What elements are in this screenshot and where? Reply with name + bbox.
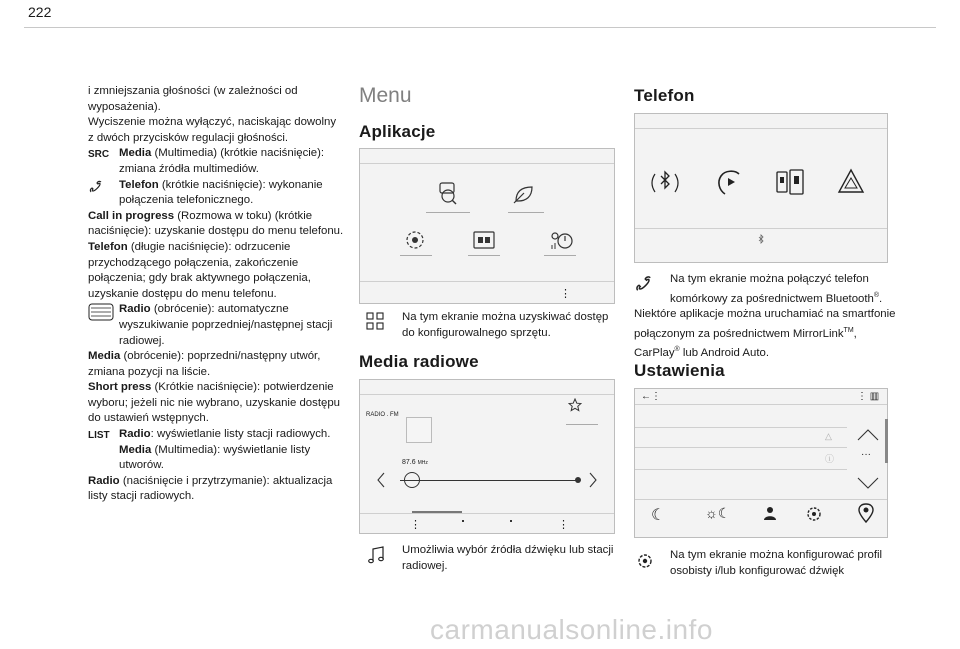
- menu-heading: Menu: [359, 84, 412, 107]
- short-term: Short press: [88, 381, 152, 394]
- telefon-screen: [634, 113, 888, 263]
- more-icon[interactable]: ⋮: [410, 519, 421, 531]
- aplikacje-screen: [359, 148, 615, 304]
- screen-bottom-divider: [635, 499, 887, 500]
- radio3-desc: (naciśnięcie i przytrzymanie): aktualizacja listy stacji radiowych.: [88, 474, 333, 503]
- wheel-icon: [88, 303, 114, 321]
- prev-station-icon[interactable]: [376, 472, 386, 488]
- src-media-item: [88, 146, 344, 177]
- screen-top-bar: [360, 163, 614, 164]
- row-divider: [635, 469, 847, 470]
- telefon-body-text: [634, 307, 896, 361]
- media3-desc: (Multimedia): wyświetlanie listy utworów.: [119, 443, 311, 472]
- telefon-body-part2: , CarPlay: [634, 327, 857, 359]
- telefon2-term: Telefon: [88, 240, 128, 253]
- screen-top-bar: [635, 404, 887, 405]
- divider: [544, 255, 576, 256]
- telefon-desc: (krótkie naciśnięcie): wykonanie połączenia telefonicznego.: [119, 178, 323, 207]
- media-note: [366, 543, 618, 574]
- connected-apps-icon[interactable]: [434, 179, 462, 207]
- phone-icon: [88, 179, 114, 195]
- call-term: Call in progress: [88, 209, 175, 222]
- media-rotate-item: [88, 349, 344, 380]
- back-icon[interactable]: ←⋮: [641, 391, 661, 402]
- short-desc: (Krótkie naciśnięcie): potwierdzenie wyboru; jeżeli nic nie wybrano, uzyskanie dostępu do ustawień wstępnych.: [88, 381, 340, 425]
- radio3-term: Radio: [88, 474, 120, 487]
- radio-source-label: RADIO . FM: [366, 412, 399, 418]
- telefon-note: [634, 272, 896, 361]
- ustawienia-note-text: Na tym ekranie można konfigurować profil osobisty i/lub konfigurować dźwięk: [670, 549, 883, 577]
- scroll-down-icon[interactable]: [857, 477, 879, 489]
- intro-line-2: Wyciszenie można wyłączyć, naciskając dowolny z dwóch przycisków regulacji głośności.: [88, 116, 337, 144]
- list-item: [88, 427, 344, 474]
- media-radiowe-heading: Media radiowe: [359, 352, 479, 371]
- frequency-readout: [402, 459, 428, 466]
- screen-bottom-divider: [635, 228, 887, 229]
- radio2-desc: : wyświetlanie listy stacji radiowych.: [150, 428, 331, 441]
- tab-dot[interactable]: [510, 520, 512, 522]
- screen-bottom-bar: [360, 281, 614, 282]
- more-icon[interactable]: ⋮: [558, 519, 569, 531]
- phone-item: [88, 178, 344, 209]
- row-divider: [635, 427, 847, 428]
- night-mode-icon[interactable]: ☾: [651, 507, 666, 524]
- tab-dot[interactable]: [462, 520, 464, 522]
- watermark: carmanualsonline.info: [430, 614, 713, 645]
- gear-icon: [634, 550, 656, 572]
- frequency-value: 87.6: [402, 459, 416, 466]
- radio-screen: [359, 379, 615, 534]
- warning-icon: △: [825, 431, 832, 441]
- sound-settings-icon[interactable]: [803, 503, 823, 523]
- more-icon[interactable]: ⋮: [560, 288, 571, 300]
- slider-end-dot: [575, 477, 581, 483]
- settings-clock-icon[interactable]: [402, 227, 428, 253]
- media3-term: Media: [119, 443, 152, 456]
- bluetooth-small-icon: [757, 234, 765, 244]
- music-note-icon: [366, 545, 388, 567]
- telefon-body-part1: Niektóre aplikacje można uruchamiać na smartfonie połączonym za pośrednictwem MirrorLink: [634, 307, 896, 340]
- day-night-icon[interactable]: ☼☾: [705, 505, 731, 521]
- divider: [468, 255, 500, 256]
- android-auto-icon[interactable]: [835, 166, 867, 198]
- tuning-slider-handle[interactable]: [404, 472, 420, 488]
- telefon-body-part3: lub Android Auto.: [679, 346, 769, 359]
- intro-line-1: i zmniejszania głośności (w zależności od wyposażenia).: [88, 85, 298, 113]
- scrollbar[interactable]: [885, 419, 888, 463]
- screen-bottom-bar: [360, 513, 614, 514]
- trademark-mark: TM: [843, 326, 854, 334]
- timer-icon[interactable]: [548, 227, 576, 253]
- telefon2-desc: (długie naciśnięcie): odrzucenie przychodzącego połączenia, zakończenie połączenia; gdy brak aktywnego połączenia, uzyskanie dostępu do menu telefonu.: [88, 240, 311, 300]
- driving-aids-icon[interactable]: [472, 229, 496, 251]
- radio-desc: (obrócenie): automatyczne wyszukiwanie poprzedniej/następnej stacji radiowej.: [119, 303, 333, 347]
- phone-icon: [634, 274, 656, 296]
- location-settings-icon[interactable]: [857, 503, 875, 523]
- page-number: 222: [28, 4, 52, 20]
- registered-mark: ®: [873, 291, 880, 299]
- media2-term: Media: [88, 350, 121, 363]
- radio2-term: Radio: [119, 428, 151, 441]
- call-in-progress-item: [88, 209, 344, 240]
- favorite-star-icon[interactable]: [568, 398, 582, 412]
- delete-icon[interactable]: ⋮ ▥: [857, 391, 880, 402]
- tuning-slider[interactable]: [400, 480, 578, 481]
- bluetooth-icon[interactable]: [649, 166, 681, 198]
- divider: [400, 255, 432, 256]
- top-divider: [24, 27, 936, 28]
- registered-mark: ®: [674, 345, 680, 353]
- radio-term: Radio: [119, 303, 151, 316]
- telefon-note-part1: Na tym ekranie można połączyć telefon komórkowy za pośrednictwem Bluetooth: [670, 273, 874, 305]
- row-divider: [635, 447, 847, 448]
- profile-icon[interactable]: [761, 505, 777, 521]
- telefon-long-item: [88, 240, 344, 302]
- telefon-note-text: [634, 272, 896, 307]
- aplikacje-heading: Aplikacje: [359, 122, 436, 141]
- mirrorlink-icon[interactable]: [775, 168, 805, 196]
- screen-top-bar: [635, 128, 887, 129]
- list-label: LIST: [88, 430, 110, 442]
- screen-top-bar: [360, 394, 614, 395]
- frequency-unit: MHz: [417, 460, 428, 466]
- apps-grid-icon: [366, 312, 388, 334]
- aplikacje-note-text: Na tym ekranie można uzyskiwać dostęp do konfigurowalnego sprzętu.: [402, 311, 609, 339]
- media-note-text: Umożliwia wybór źródła dźwięku lub stacji radiowej.: [402, 544, 614, 572]
- divider: [566, 424, 598, 425]
- media-term: Media: [119, 147, 152, 160]
- telefon-term: Telefon: [119, 178, 159, 191]
- call-desc: (Rozmowa w toku) (krótkie naciśnięcie): uzyskanie dostępu do menu telefonu.: [88, 209, 344, 238]
- aplikacje-note: [366, 310, 618, 341]
- divider: [426, 212, 470, 213]
- info-icon: ⓘ: [825, 454, 835, 464]
- station-artwork: [406, 417, 432, 443]
- media-desc: (Multimedia) (krótkie naciśnięcie): zmiana źródła multimediów.: [119, 147, 325, 175]
- telefon-note-part2: .: [879, 292, 883, 305]
- media2-desc: (obrócenie): poprzedni/następny utwór, zmiana pozycji na liście.: [88, 350, 321, 378]
- radio-rotate-item: [88, 302, 344, 349]
- radio-hold-item: [88, 474, 344, 505]
- ustawienia-heading: Ustawienia: [634, 361, 725, 380]
- next-station-icon[interactable]: [588, 472, 598, 488]
- eco-icon[interactable]: [510, 181, 536, 207]
- ustawienia-note: [634, 548, 896, 579]
- scroll-up-icon[interactable]: [857, 429, 879, 441]
- ellipsis-icon[interactable]: ···: [861, 449, 871, 460]
- telefon-heading: Telefon: [634, 86, 695, 105]
- carplay-icon[interactable]: [715, 166, 745, 198]
- src-label: SRC: [88, 149, 110, 161]
- short-press-item: [88, 380, 344, 427]
- column-1-text: [88, 84, 344, 505]
- ustawienia-screen: [634, 388, 888, 538]
- divider: [508, 212, 544, 213]
